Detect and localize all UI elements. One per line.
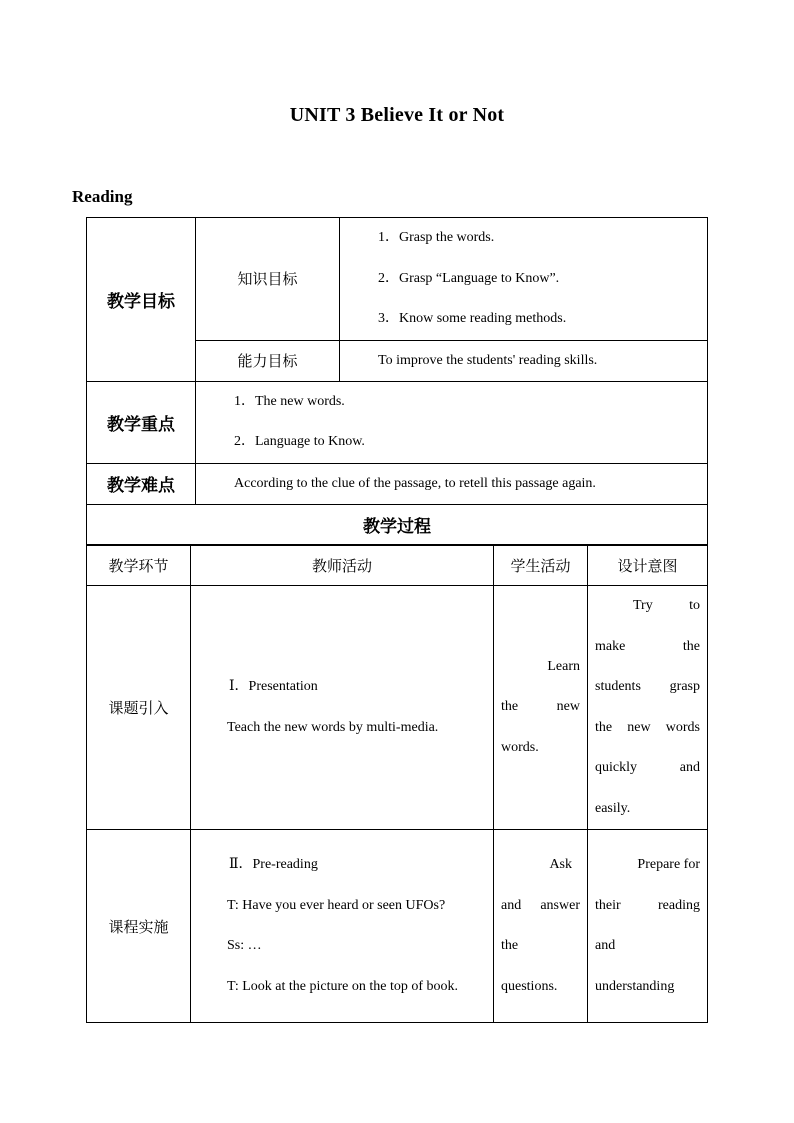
teacher-activity-cell [191,586,494,830]
knowledge-item: 2．Grasp “Language to Know”. [378,270,560,286]
knowledge-objective-items [340,218,708,341]
ability-objective-label: 能力目标 [196,340,340,381]
student-activity-line: and answer [501,897,580,913]
header-student: 学生活动 [494,545,588,586]
document-title: UNIT 3 Believe It or Not [289,104,505,126]
difficulty-label: 教学难点 [87,463,196,504]
objectives-table [86,217,708,546]
process-table [86,544,708,1023]
student-activity-line: Learn [547,658,580,674]
student-activity-cell [494,586,588,830]
knowledge-item: 3．Know some reading methods. [378,311,567,326]
purpose-line: students grasp [595,679,700,694]
process-title: 教学过程 [87,504,708,545]
purpose-line: the new words [595,719,700,735]
teacher-activity-line: T: Have you ever heard or seen UFOs? [227,897,446,913]
purpose-line: their reading [595,897,700,913]
stage-cell: 课题引入 [87,586,191,830]
section-heading: Reading [72,187,133,206]
student-activity-line: the new [501,699,580,715]
header-stage: 教学环节 [87,545,191,586]
purpose-line: Prepare for [637,857,700,872]
teacher-activity-line: T: Look at the picture on the top of book. [227,978,459,994]
teacher-activity-cell [191,830,494,1023]
key-point-item: 2．Language to Know. [234,434,365,449]
purpose-line: make the [595,638,700,654]
student-activity-cell [494,830,588,1023]
key-points-items [196,381,708,463]
student-activity-line: questions. [501,978,558,994]
purpose-line: and [595,938,616,953]
knowledge-objective-label: 知识目标 [196,218,340,341]
teacher-activity-line: Teach the new words by multi-media. [227,719,439,735]
purpose-cell [588,830,708,1023]
header-purpose: 设计意图 [588,545,708,586]
process-header-row [87,545,708,586]
header-teacher: 教师活动 [191,545,494,586]
knowledge-item: 1．Grasp the words. [378,230,495,245]
purpose-line: easily. [595,800,631,816]
student-activity-line: the [501,938,519,953]
objectives-label: 教学目标 [87,218,196,382]
stage-cell: 课程实施 [87,830,191,1023]
teacher-activity-line: Ⅱ．Pre-reading [229,857,318,872]
purpose-cell [588,586,708,830]
teacher-activity-line: Ss: … [227,938,262,953]
key-point-item: 1．The new words. [234,393,345,409]
purpose-line: understanding [595,978,675,994]
purpose-line: quickly and [595,760,700,775]
ability-objective-text: To improve the students' reading skills. [340,340,708,381]
difficulty-text: According to the clue of the passage, to retell this passage again. [196,463,708,504]
student-activity-line: words. [501,739,539,755]
student-activity-line: Ask [549,857,572,872]
table-row [87,830,708,1023]
key-points-label: 教学重点 [87,381,196,463]
purpose-line: Try to [633,598,700,613]
table-row [87,586,708,830]
teacher-activity-line: Ⅰ．Presentation [229,679,318,694]
